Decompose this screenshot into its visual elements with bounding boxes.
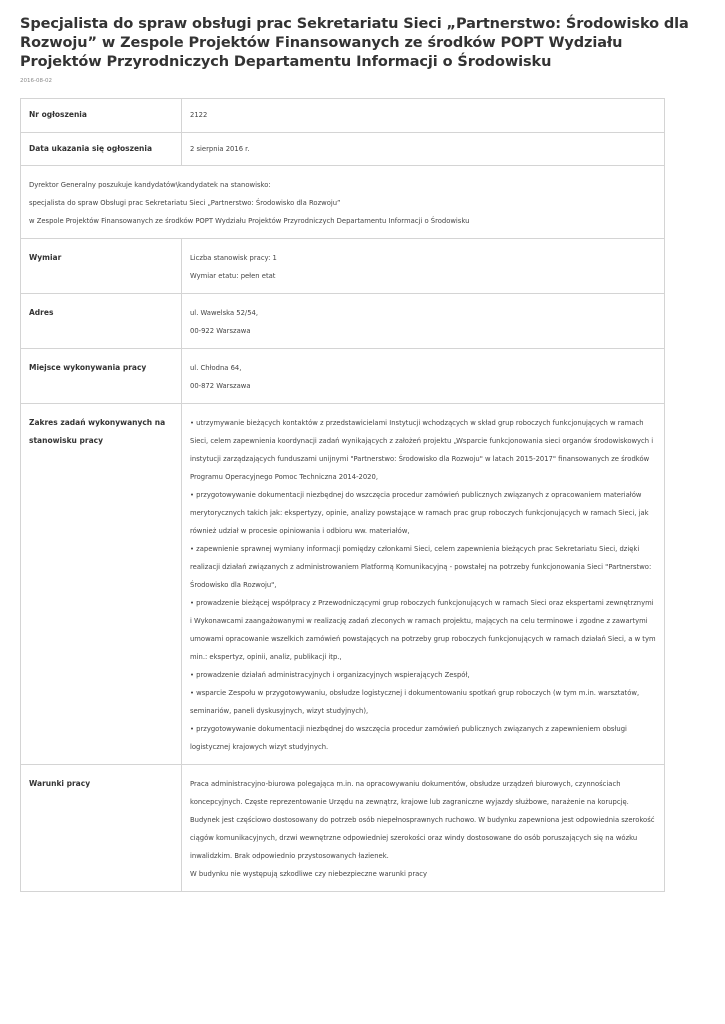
workplace-city: 00-872 Warszawa (190, 382, 251, 390)
offer-details-table (20, 98, 665, 892)
workplace-row (21, 349, 664, 404)
duty-item: • przygotowywanie dokumentacji niezbędnej do wszczęcia procedur zamówień publicznych związanych z zapewnieniem obsługi logistycznej krajowych wizyt studyjnych. (190, 725, 627, 751)
duties-value (182, 404, 664, 764)
workplace-label: Miejsce wykonywania pracy (21, 349, 182, 403)
workplace-value (182, 349, 664, 403)
dimension-row (21, 239, 664, 294)
conditions-value (182, 765, 664, 891)
condition-paragraph: W budynku nie występują szkodliwe czy niebezpieczne warunki pracy (190, 870, 428, 878)
condition-paragraph: Praca administracyjno-biurowa polegająca m.in. na opracowywaniu dokumentów, obsłudze urządzeń biurowych, czynnościach koncepcyjnych. Częste reprezentowanie Urzędu na zewnątrz, krajowe lub zagraniczne wyjazdy służbowe, narażenie na korupcję. (190, 780, 629, 806)
condition-paragraph: Budynek jest częściowo dostosowany do potrzeb osób niepełnosprawnych ruchowo. W budynku zapewniona jest odpowiednia szerokość ciągów komunikacyjnych, drzwi wewnętrzne odpowiedniej szerokości oraz windy dostosowane do osób poruszających się na wózku inwalidzkim. Brak odpowiednio przystosowanych łazienek. (190, 816, 655, 860)
publication-date: 2016-08-02 (20, 78, 52, 84)
dimension-value (182, 239, 664, 293)
duty-item: • prowadzenie bieżącej współpracy z Przewodniczącymi grup roboczych funkcjonujących w ramach Sieci oraz ekspertami zewnętrznymi i Wykonawcami zaangażowanymi w realizację zadań zleconych w ramach projektu, mających na celu terminowe i zgodne z zawartymi umowami opracowanie wszelkich zamówień powstających na potrzeby grup roboczych funkcjonujących w ramach działań Sieci, a w tym min.: ekspertyz, opinii, analiz, publikacji itp., (190, 599, 656, 661)
publication-date-label: Data ukazania się ogłoszenia (21, 133, 182, 165)
address-street: ul. Wawelska 52/54, (190, 309, 259, 317)
address-label: Adres (21, 294, 182, 348)
address-value (182, 294, 664, 348)
duty-item: • przygotowywanie dokumentacji niezbędnej do wszczęcia procedur zamówień publicznych związanych z opracowaniem materiałów merytorycznych takich jak: ekspertyzy, opinie, analizy powstające w ramach prac grup roboczych funkcjonujących w ramach Sieci, jak również udział w procesie opiniowania i odbioru ww. materiałów, (190, 491, 649, 535)
dimension-label: Wymiar (21, 239, 182, 293)
offer-number-label: Nr ogłoszenia (21, 99, 182, 132)
publication-date-row (21, 133, 664, 166)
intro-line: w Zespole Projektów Finansowanych ze środków POPT Wydziału Projektów Przyrodniczych Departamentu Informacji o Środowisku (29, 217, 470, 225)
conditions-row (21, 765, 664, 891)
positions-count: Liczba stanowisk pracy: 1 (190, 254, 277, 262)
duty-item: • utrzymywanie bieżących kontaktów z przedstawicielami Instytucji wchodzących w skład grup roboczych funkcjonujących w ramach Sieci, celem zapewnienia koordynacji zadań wynikających z założeń projektu „Wsparcie funkcjonowania sieci organów środowiskowych i instytucji zarządzających funduszami unijnymi "Partnerstwo: Środowisko dla Rozwoju" w latach 2015-2017" finansowanych ze środków Programu Operacyjnego Pomoc Techniczna 2014-2020, (190, 419, 654, 481)
duty-item: • wsparcie Zespołu w przygotowywaniu, obsłudze logistycznej i dokumentowaniu spotkań grup roboczych (w tym m.in. warsztatów, seminariów, paneli dyskusyjnych, wizyt studyjnych), (190, 689, 640, 715)
duty-item: • zapewnienie sprawnej wymiany informacji pomiędzy członkami Sieci, celem zapewnienia bieżących prac Sekretariatu Sieci, dzięki realizacji działań związanych z administrowaniem Platformą Komunikacyjną - powstałej na potrzeby funkcjonowania Sieci "Partnerstwo: Środowisko dla Rozwoju", (190, 545, 652, 589)
duties-row (21, 404, 664, 765)
page-title: Specjalista do spraw obsługi prac Sekretariatu Sieci „Partnerstwo: Środowisko dla Rozwoju” w Zespole Projektów Finansowanych ze środków POPT Wydziału Projektów Przyrodniczych Departamentu Informacji o Środowisku (20, 16, 689, 70)
duty-item: • prowadzenie działań administracyjnych i organizacyjnych wspierających Zespół, (190, 671, 470, 679)
intro-line: Dyrektor Generalny poszukuje kandydatów\kandydatek na stanowisko: (29, 181, 271, 189)
publication-date-value: 2 sierpnia 2016 r. (190, 145, 250, 153)
address-city: 00-922 Warszawa (190, 327, 251, 335)
offer-number-row (21, 99, 664, 133)
intro-line: specjalista do spraw Obsługi prac Sekretariatu Sieci „Partnerstwo: Środowisko dla Rozwoju” (29, 199, 341, 207)
conditions-label: Warunki pracy (21, 765, 182, 891)
workplace-street: ul. Chłodna 64, (190, 364, 242, 372)
duties-label: Zakres zadań wykonywanych na stanowisku pracy (21, 404, 182, 764)
intro-row (21, 166, 664, 239)
working-time: Wymiar etatu: pełen etat (190, 272, 276, 280)
offer-number-value: 2122 (190, 111, 208, 119)
address-row (21, 294, 664, 349)
intro-text (21, 166, 664, 238)
